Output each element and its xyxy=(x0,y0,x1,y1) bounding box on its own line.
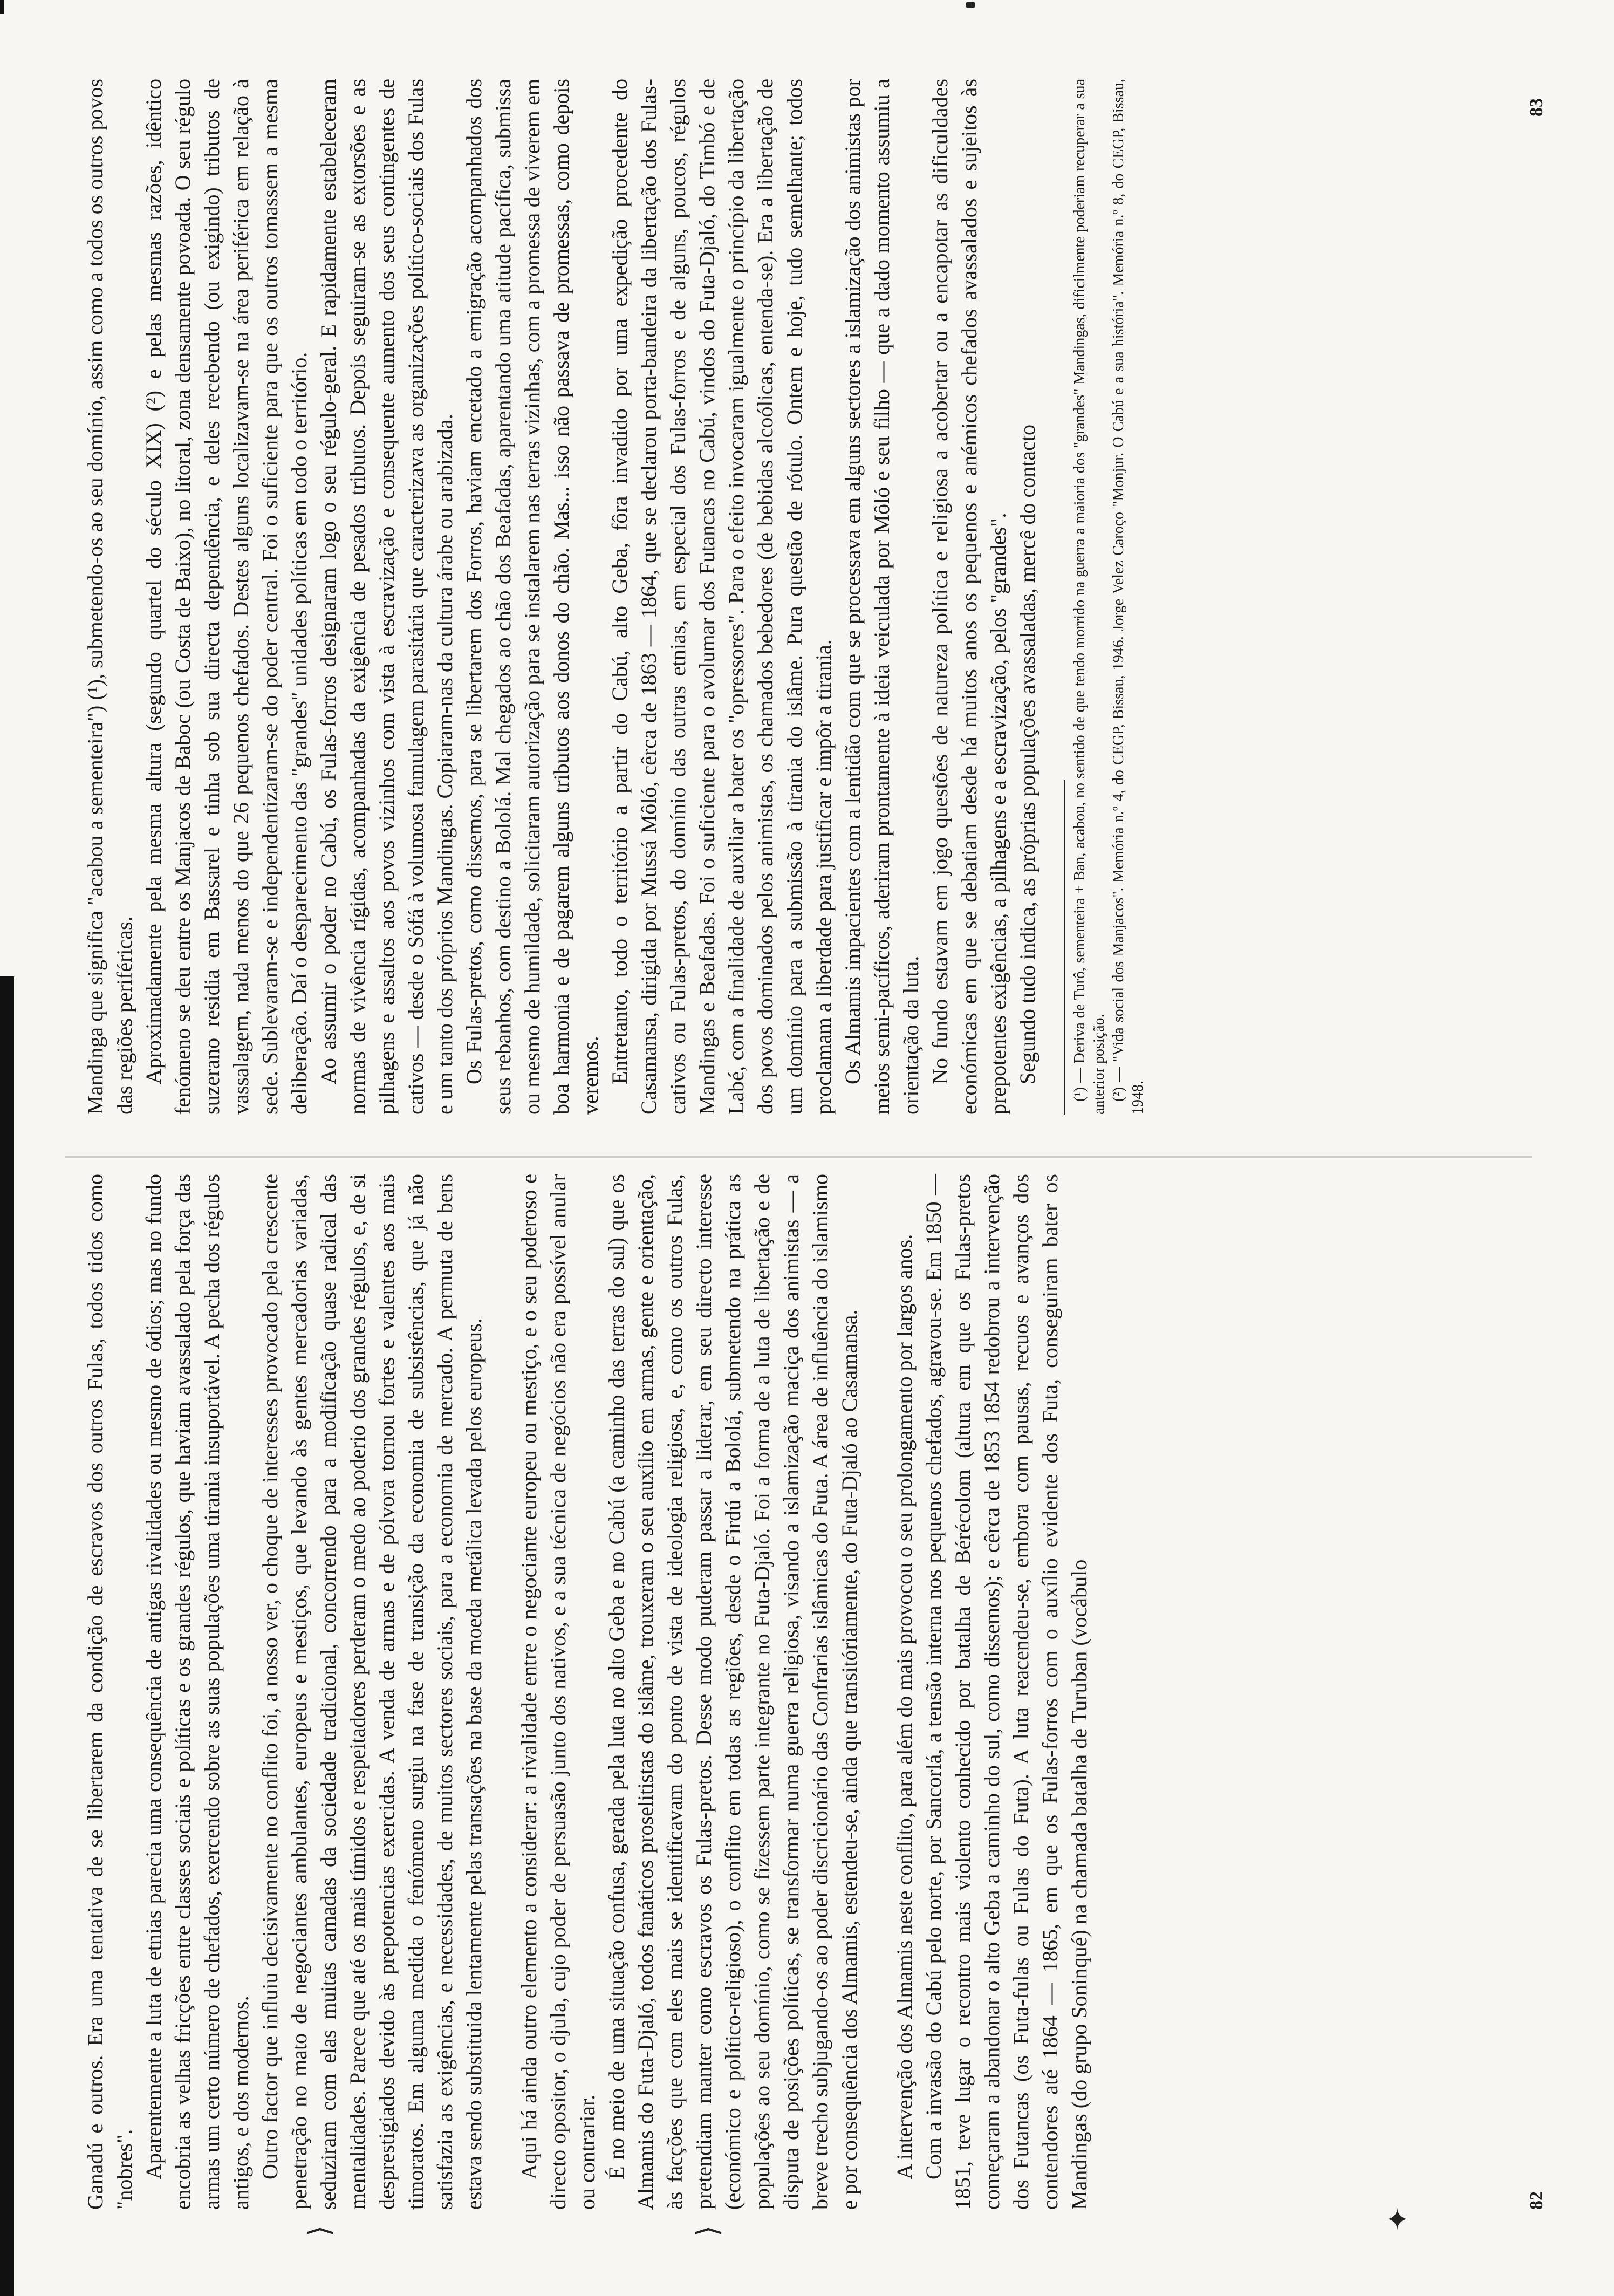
paragraph: No fundo estavam em jogo questões de natureza política e religiosa a acobertar ou a encapotar as dificuldades económicas em que se debatiam desde há muitos anos os pequenos e anémicos chefados avassalados e sujeitos às prepotentes exigências, a pilhagens e a escravização, pelos "grandes". xyxy=(928,79,1010,1115)
page-gutter xyxy=(65,1156,1532,1158)
paragraph: É no meio de uma situação confusa, gerada pela luta no alto Geba e no Cabú (a caminho das terras do sul) que os Almamis do Futa-Djaló, todos fanáticos proselitistas do islâme, trouxeram o seu auxílio em armas, gente e orientação, às facções que com eles mais se identificavam do ponto de vista de ideologia religiosa, e, como os outros Fulas, pretendiam manter como escravos os Fulas-pretos. Desse modo puderam passar a liderar, em seu directo interesse (económico e político-religioso), o conflito em todas as regiões, desde o Firdú a Bololá, submetendo na prática as populações ao seu domínio, como se fizessem parte integrante no Futa-Djaló. Foi a forma de a luta de libertação e de disputa de posições políticas, se transformar numa guerra religiosa, visando a islamização maciça dos animistas — a breve trecho subjugando-os ao poder discricionário das Confrarias islâmicas do Futa. A área de influência do islamismo e por consequência dos Almamis, estendeu-se, ainda que transitóriamente, do Futa-Djaló ao Casamansa. xyxy=(604,1174,861,2210)
margin-mark: ⟩ xyxy=(303,2225,336,2237)
paragraph: Com a invasão do Cabú pelo norte, por Sancorlá, a tensão interna nos pequenos chefados, agravou-se. Em 1850 — 1851, teve lugar o recontro mais violento conhecido por batalha de Bérécolom (altura em que os Fulas-pretos começaram a abandonar o alto Geba a caminho do sul, como dissemos); e cêrca de 1853 1854 redobrou a intervenção dos Futancas (os Futa-fulas ou Fulas do Futa). A luta reacendeu-se, embora com pausas, recuos e avanços dos contendores até 1864 — 1865, em que os Fulas-forros com o auxílio evidente dos Futa, conseguiram bater os Mandingas (do grupo Soninqué) na chamada batalha de Turuban (vocábulo xyxy=(921,1174,1091,2210)
paragraph: Entretanto, todo o território a partir do Cabú, alto Geba, fôra invadido por uma expedição procedente do Casamansa, dirigida por Mussá Môló, cêrca de 1863 — 1864, que se declarou porta-bandeira da libertação dos Fulas-cativos ou Fulas-pretos, do domínio das outras etnias, em especial dos Fulas-forros e de alguns, poucos, régulos Mandingas e Beafadas. Foi o suficiente para o avolumar dos Futancas no Cabú, vindos do Futa-Djaló, do Timbó e de Labé, com a finalidade de auxiliar a bater os "opressores". Para o efeito invocaram igualmente o princípio da libertação dos povos dominados pelos animistas, os chamados bebedores (de bebidas alcoólicas, entenda-se). Era a libertação de um domínio para a submissão à tirania do islâme. Pura questão de rótulo. Ontem e hoje, tudo semelhante; todos proclamam a liberdade para justificar e impôr a tirania. xyxy=(607,79,836,1115)
paragraph: Os Almamis impacientes com a lentidão com que se processava em alguns sectores a islamização dos animistas por meios semi-pacíficos, aderiram prontamente à ideia veiculada por Môló e seu filho — que a dado momento assumiu a orientação da luta. xyxy=(840,79,923,1115)
margin-mark: ⟩ xyxy=(692,2225,724,2237)
footnote: (¹) — Deriva de Turô, sementeira + Ban, acabou, no sentido de que tendo morrido na guerra a maioria dos "grandes" Mandingas, dificilmente poderiam recuperar a sua anterior posição. xyxy=(1071,79,1107,1115)
paragraph: Ganadú e outros. Era uma tentativa de se libertarem da condição de escravos dos outros Fulas, todos tidos como "nobres". xyxy=(83,1174,136,2210)
footnote-rule xyxy=(1064,780,1065,1115)
page-number-left: 82 xyxy=(1527,2191,1547,2210)
paragraph: Aparentemente a luta de etnias parecia uma consequência de antigas rivalidades ou mesmo de ódios; mas no fundo encobria as velhas fricções entre classes sociais e políticas e os grandes régulos, que haviam avassalado pela força das armas um certo número de chefados, exercendo sobre as suas populações uma tirania insuportável. A pecha dos régulos antigos, e dos modernos. xyxy=(141,1174,253,2210)
margin-mark: ✦ xyxy=(1382,2206,1414,2231)
left-page xyxy=(81,1174,1094,2210)
paragraph: Os Fulas-pretos, como dissemos, para se libertarem dos Forros, haviam encetado a emigração acompanhados dos seus rebanhos, com destino a Bololá. Mal chegados ao chão dos Beafadas, aparentando uma atitude pacífica, submissa ou mesmo de humildade, solicitaram autorização para se instalarem nas terras vizinhas, com a promessa de viverem em boa harmonia e de pagarem alguns tributos aos donos do chão. Mas... isso não passava de promessas, como depois veremos. xyxy=(462,79,603,1115)
page-number-right: 83 xyxy=(1527,98,1547,117)
paragraph: Aqui há ainda outro elemento a considerar: a rivalidade entre o negociante europeu ou mestiço, e o seu poderoso e directo opositor, o djula, cujo poder de persuasão junto dos nativos, e a sua técnica de negócios não era possível anular ou contrariar. xyxy=(517,1174,599,2210)
paragraph: Ao assumir o poder no Cabú, os Fulas-forros designaram logo o seu régulo-geral. E rapidamente estabeleceram normas de vivência rígidas, acompanhadas da exigência de pesados tributos. Depois seguiram-se as extorsões e as pilhagens e assaltos aos povos vizinhos com vista à escravização e consequente aumento dos seus contingentes de cativos — desde o Sófá à volumosa famulagem parasitária que caracterizava as organizações político-sociais dos Fulas e um tanto dos próprios Mandingas. Copiaram-nas da cultura árabe ou arabizada. xyxy=(316,79,457,1115)
paragraph: Aproximadamente pela mesma altura (segundo quartel do século XIX) (²) e pelas mesmas razões, idêntico fenómeno se deu entre os Manjacos de Baboc (ou Costa de Baixo), no litoral, zona densamente povoada. O seu régulo suzerano residia em Bassarel e tinha sob sua directa dependência, e deles recebendo (ou exigindo) tributos de vassalagem, nada menos do que 26 pequenos chefados. Destes alguns localizavam-se na área periférica em relação à sede. Sublevaram-se e independentizaram-se do poder central. Foi o suficiente para que os outros tomassem a mesma deliberação. Daí o desparecimento das "grandes" unidades políticas em todo o território. xyxy=(141,79,311,1115)
paragraph: Segundo tudo indica, as próprias populações avassaladas, mercê do contacto xyxy=(1015,425,1039,1084)
right-page xyxy=(81,79,1148,1115)
footnote: (²) — "Vida social dos Manjacos". Memória n.º 4, do CEGP, Bissau, 1946. Jorge Velez Caroço "Monjur. O Cabú e a sua história". Memória n.º 8, do CEGP, Bissau, 1948. xyxy=(1110,79,1146,1115)
paragraph: A intervenção dos Almamis neste conflito, para além do mais provocou o seu prolongamento por largos anos. xyxy=(892,1234,917,2179)
paragraph: Mandinga que significa "acabou a sementeira") (¹), submetendo-os ao seu domínio, assim como a todos os outros povos das regiões periféricas. xyxy=(83,79,136,1115)
paragraph: Outro factor que influiu decisivamente no conflito foi, a nosso ver, o choque de interesses provocado pela crescente penetração no mato de negociantes ambulantes, europeus e mestiços, que levando às gentes mercadorias variadas, seduziram com elas muitas camadas da sociedade tradicional, concorrendo para a modificação quase radical das mentalidades. Parece que até os mais tímidos e respeitadores perderam o medo ao poderio dos grandes régulos, e, de si desprestigiados devido às prepotencias exercidas. A venda de armas e de pólvora tornou fortes e valentes aos mais timoratos. Em alguma medida o fenómeno surgiu na fase de transição da economia de subsistências, que já não satisfazia as exigências, e necessidades, de muitos sectores sociais, para a economia de mercado. A permuta de bens estava sendo substituida lentamente pelas transações na base da moeda metálica levada pelos europeus. xyxy=(258,1174,486,2210)
